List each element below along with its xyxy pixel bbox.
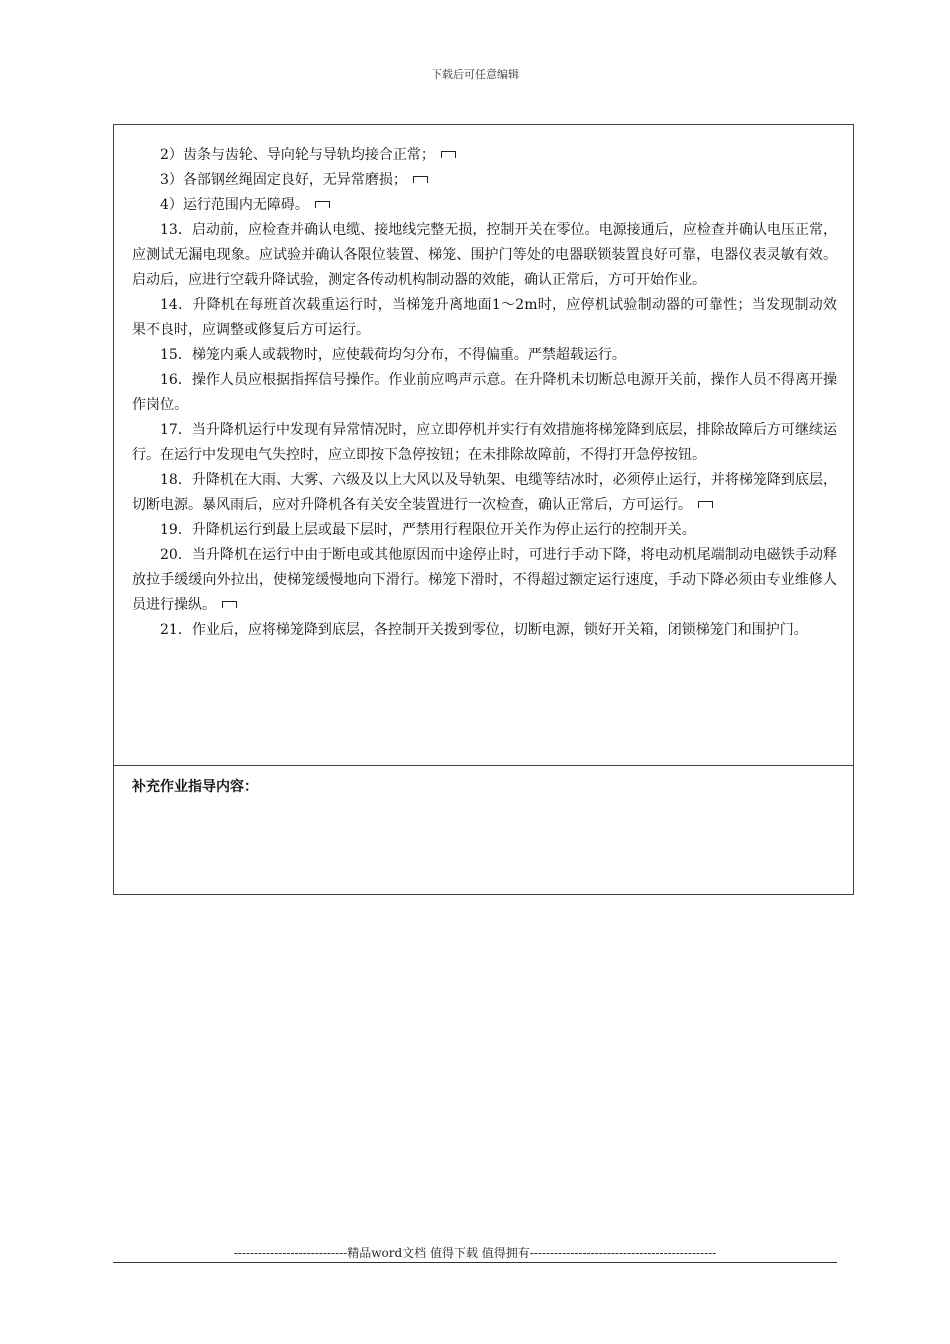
edit-mark-icon	[222, 601, 237, 608]
paragraph-20: 20．当升降机在运行中由于断电或其他原因而中途停止时，可进行手动下降，将电动机尾端制动电磁铁手动释放拉手缓缓向外拉出，使梯笼缓慢地向下滑行。梯笼下滑时，不得超过额定运行速度，手动下降必须由专业维修人员进行操纵。	[132, 547, 837, 613]
paragraph-16: 16．操作人员应根据指挥信号操作。作业前应鸣声示意。在升降机未切断总电源开关前，操作人员不得离开操作岗位。	[132, 372, 837, 413]
procedure-text	[132, 143, 837, 643]
sub-item: 4）运行范围内无障碍。	[132, 193, 837, 218]
footer-rule	[113, 1262, 837, 1263]
edit-mark-icon	[315, 201, 330, 208]
edit-mark-icon	[413, 176, 428, 183]
paragraph-17: 17．当升降机运行中发现有异常情况时，应立即停机并实行有效措施将梯笼降到底层，排除故障后方可继续运行。在运行中发现电气失控时，应立即按下急停按钮；在未排除故障前，不得打开急停按钮。	[132, 422, 837, 463]
paragraph-14: 14．升降机在每班首次载重运行时，当梯笼升离地面1～2m时，应停机试验制动器的可靠性；当发现制动效果不良时，应调整或修复后方可运行。	[132, 297, 837, 338]
edit-mark-icon	[698, 501, 713, 508]
supplement-title: 补充作业指导内容：	[132, 779, 258, 795]
paragraph-19: 19．升降机运行到最上层或最下层时，严禁用行程限位开关作为停止运行的控制开关。	[160, 522, 696, 538]
section-divider	[114, 765, 853, 766]
page-footer: ----------------------------精品word文档 值得下载 值得拥有----------------------------------------------	[233, 1246, 717, 1260]
content-frame	[113, 124, 854, 895]
page-header: 下载后可任意编辑	[431, 68, 519, 81]
paragraph-21: 21．作业后，应将梯笼降到底层，各控制开关拨到零位，切断电源，锁好开关箱，闭锁梯笼门和围护门。	[160, 622, 808, 638]
sub-item: 3）各部钢丝绳固定良好，无异常磨损；	[132, 168, 837, 193]
paragraph-13: 13．启动前，应检查并确认电缆、接地线完整无损，控制开关在零位。电源接通后，应检查并确认电压正常，应测试无漏电现象。应试验并确认各限位装置、梯笼、围护门等处的电器联锁装置良好可靠，电器仪表灵敏有效。启动后，应进行空载升降试验，测定各传动机构制动器的效能，确认正常后，方可开始作业。	[132, 222, 837, 288]
paragraph-15: 15．梯笼内乘人或载物时，应使载荷均匀分布，不得偏重。严禁超载运行。	[160, 347, 626, 363]
edit-mark-icon	[441, 151, 456, 158]
sub-item: 2）齿条与齿轮、导向轮与导轨均接合正常；	[132, 143, 837, 168]
paragraph-18: 18．升降机在大雨、大雾、六级及以上大风以及导轨架、电缆等结冰时，必须停止运行，并将梯笼降到底层，切断电源。暴风雨后，应对升降机各有关安全装置进行一次检查，确认正常后，方可运行。	[132, 472, 837, 513]
